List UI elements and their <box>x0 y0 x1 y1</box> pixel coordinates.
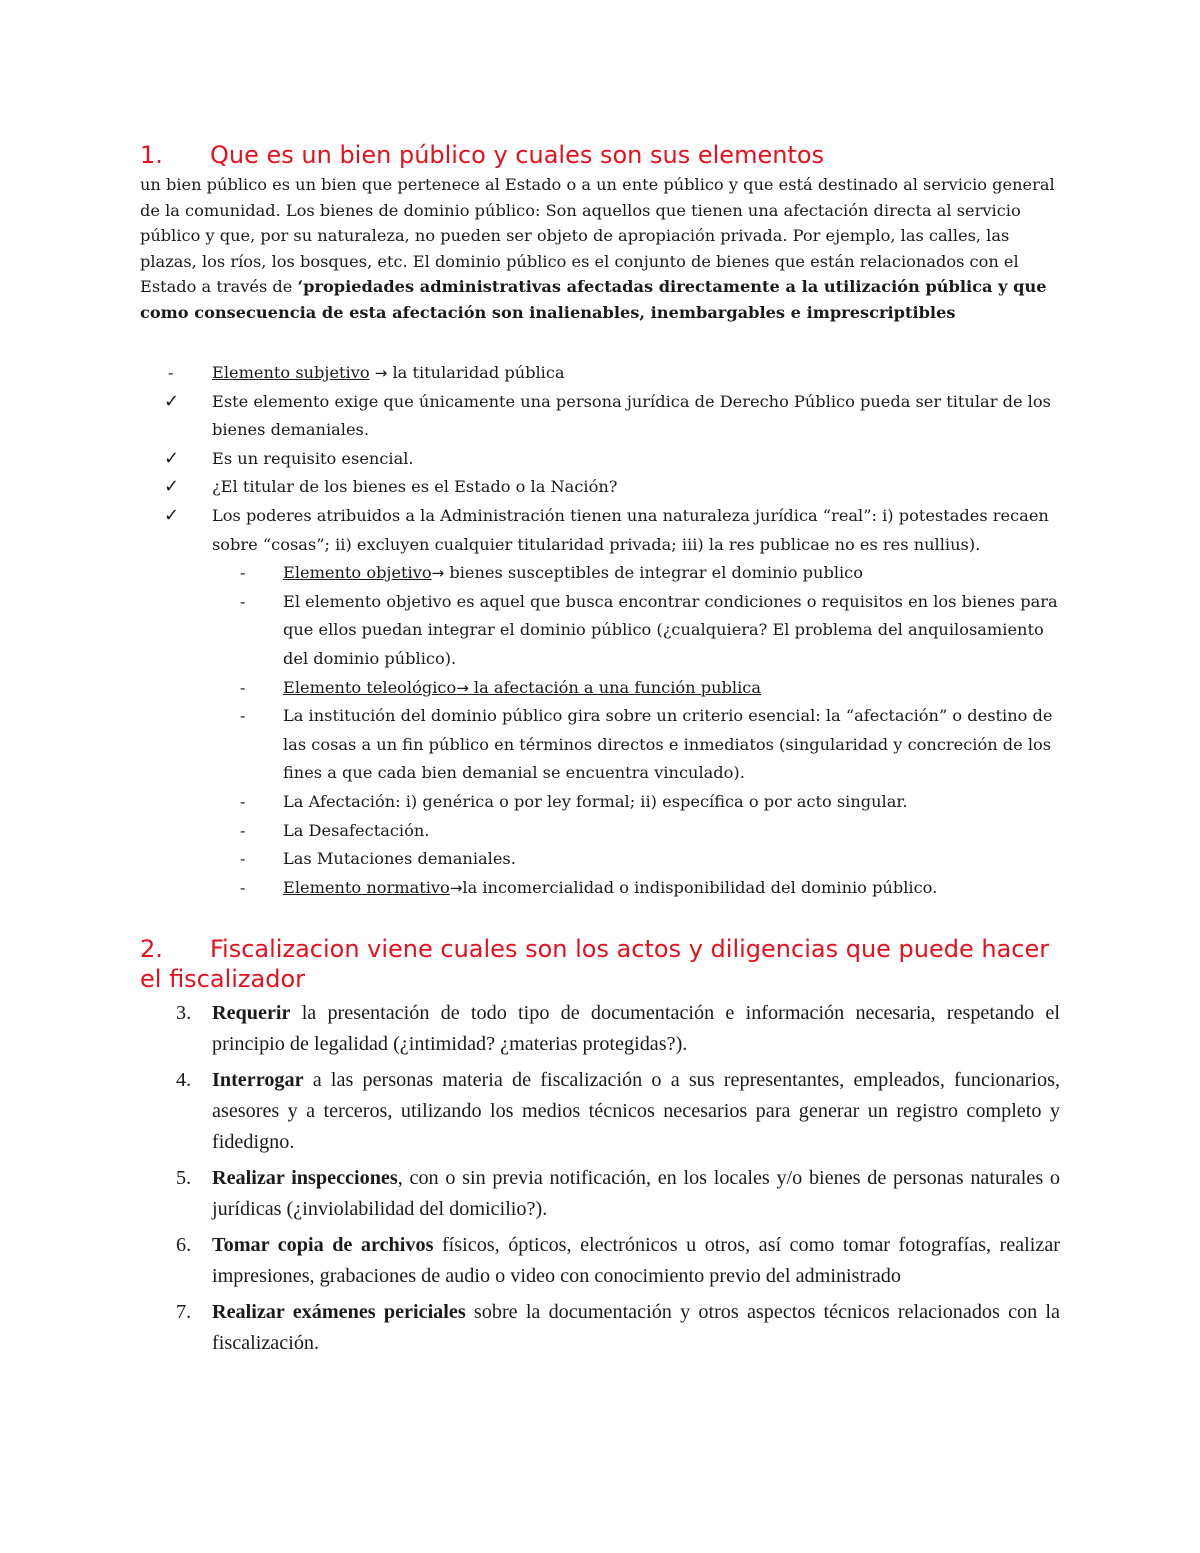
dash-bullet: - <box>168 363 174 382</box>
check-item <box>140 388 1060 445</box>
objetivo-text: bienes susceptibles de integrar el dominio publico <box>449 563 863 583</box>
intro-bold-text: ‘propiedades administrativas afectadas directamente a la utilización pública y que como consecuencia de esta afectación son inalienables, inembargables e imprescriptibles <box>140 277 1047 322</box>
section1-intro <box>140 172 1060 325</box>
act-text: , con o sin previa notificación, en los locales y/o bienes de personas naturales o jurídicas (¿inviolabilidad del domicilio?). <box>212 1167 1060 1221</box>
section1-heading <box>140 140 1060 170</box>
teleologico-label: Elemento teleológico <box>283 677 457 697</box>
arrow-icon: → <box>456 678 469 697</box>
elements-list <box>140 359 1060 902</box>
check-text: ¿El titular de los bienes es el Estado o la Nación? <box>212 477 618 497</box>
intro-text: un bien público es un bien que pertenece al Estado o a un ente público y que está destinado al servicio general de la comunidad. Los bienes de dominio público: Son aquellos que tienen una afectación directa al servicio público y que, por su naturaleza, no pueden ser objeto de apropiación privada. Por ejemplo, las calles, las plazas, los ríos, los bosques, etc. El dominio público es el conjunto de bienes que están relacionados con el Estado a través de <box>140 175 1055 296</box>
act-item <box>140 1065 1060 1158</box>
act-text: sobre la documentación y otros aspectos técnicos relacionados con la fiscalización. <box>212 1301 1060 1355</box>
dash-bullet: - <box>240 820 246 840</box>
arrow-icon: → <box>431 564 445 583</box>
objetivo-desc: El elemento objetivo es aquel que busca encontrar condiciones o requisitos en los bienes para que ellos puedan integrar el dominio público (¿cualquiera? El problema del anquilosamiento del dominio público). <box>283 591 1058 668</box>
act-text: la presentación de todo tipo de documentación e información necesaria, respetando el principio de legalidad (¿intimidad? ¿materias protegidas?). <box>212 1002 1060 1056</box>
dash-bullet: - <box>240 706 246 726</box>
acts-list <box>140 998 1060 1359</box>
act-number: 6. <box>176 1234 192 1257</box>
act-text: físicos, ópticos, electrónicos u otros, así como tomar fotografías, realizar impresiones, grabaciones de audio o video con conocimiento previo del administrado <box>212 1234 1060 1288</box>
teleologico-text: la afectación a una función publica <box>473 677 761 697</box>
list-item <box>140 788 1060 817</box>
check-text: Este elemento exige que únicamente una persona jurídica de Derecho Público pueda ser titular de los bienes demaniales. <box>212 391 1051 440</box>
dash-bullet: - <box>240 591 246 611</box>
teleologico-item: La Desafectación. <box>283 820 430 840</box>
arrow-icon: → <box>449 878 463 897</box>
dash-bullet: - <box>240 849 246 869</box>
checkmark-icon: ✓ <box>164 504 180 526</box>
list-item <box>140 559 1060 588</box>
checkmark-icon: ✓ <box>164 476 180 498</box>
act-item <box>140 998 1060 1060</box>
objetivo-label: Elemento objetivo <box>283 563 432 583</box>
section2-title: Fiscalizacion viene cuales son los actos y diligencias que puede hacer el fiscalizador <box>140 935 1050 994</box>
section2-number: 2. <box>140 935 163 964</box>
act-item <box>140 1163 1060 1225</box>
section1-title: Que es un bien público y cuales son sus elementos <box>210 141 825 169</box>
dash-bullet: - <box>240 677 246 697</box>
act-number: 7. <box>176 1301 192 1324</box>
list-item <box>140 817 1060 846</box>
document-body <box>140 140 1060 1364</box>
act-item <box>140 1297 1060 1359</box>
act-number: 4. <box>176 1069 192 1092</box>
list-item <box>140 874 1060 903</box>
act-text: a las personas materia de fiscalización o a sus representantes, empleados, funcionarios, asesores y a terceros, utilizando los medios técnicos necesarios para generar un registro completo y fidedigno. <box>212 1069 1060 1154</box>
normativo-text: la incomercialidad o indisponibilidad del dominio público. <box>462 877 938 897</box>
teleologico-item: La Afectación: i) genérica o por ley formal; ii) específica o por acto singular. <box>283 791 908 811</box>
list-item <box>140 702 1060 788</box>
dash-bullet: - <box>240 877 246 897</box>
act-item <box>140 1230 1060 1292</box>
act-bold: Realizar exámenes periciales <box>212 1301 466 1324</box>
check-item <box>140 473 1060 502</box>
act-bold: Requerir <box>212 1002 291 1025</box>
act-number: 3. <box>176 1002 192 1025</box>
list-item <box>140 588 1060 674</box>
dash-bullet: - <box>240 563 246 583</box>
check-item <box>140 502 1060 559</box>
checkmark-icon: ✓ <box>164 447 180 469</box>
list-item <box>140 359 1060 388</box>
subjetivo-label: Elemento subjetivo <box>212 363 370 382</box>
teleologico-item: Las Mutaciones demaniales. <box>283 849 516 869</box>
arrow-icon: → <box>374 364 388 382</box>
section1-number: 1. <box>140 141 163 169</box>
act-bold: Realizar inspecciones <box>212 1167 398 1190</box>
teleologico-heading <box>283 678 761 697</box>
act-bold: Tomar copia de archivos <box>212 1234 434 1257</box>
teleologico-item: La institución del dominio público gira sobre un criterio esencial: la “afectación” o destino de las cosas a un fin público en términos directos e inmediatos (singularidad y concreción de los fines a que cada bien demanial se encuentra vinculado). <box>283 706 1053 783</box>
section2-heading <box>140 934 1060 994</box>
list-item <box>140 845 1060 874</box>
normativo-label: Elemento normativo <box>283 877 450 897</box>
act-bold: Interrogar <box>212 1069 304 1092</box>
act-number: 5. <box>176 1167 192 1190</box>
check-text: Los poderes atribuidos a la Administración tienen una naturaleza jurídica “real”: i) potestades recaen sobre “cosas”; ii) excluyen cualquier titularidad privada; iii) la res publicae no es res nullius). <box>212 505 1049 554</box>
dash-bullet: - <box>240 791 246 811</box>
check-text: Es un requisito esencial. <box>212 448 414 468</box>
subjetivo-text: la titularidad pública <box>392 363 565 382</box>
checkmark-icon: ✓ <box>164 390 180 412</box>
check-item <box>140 445 1060 474</box>
list-item <box>140 674 1060 703</box>
